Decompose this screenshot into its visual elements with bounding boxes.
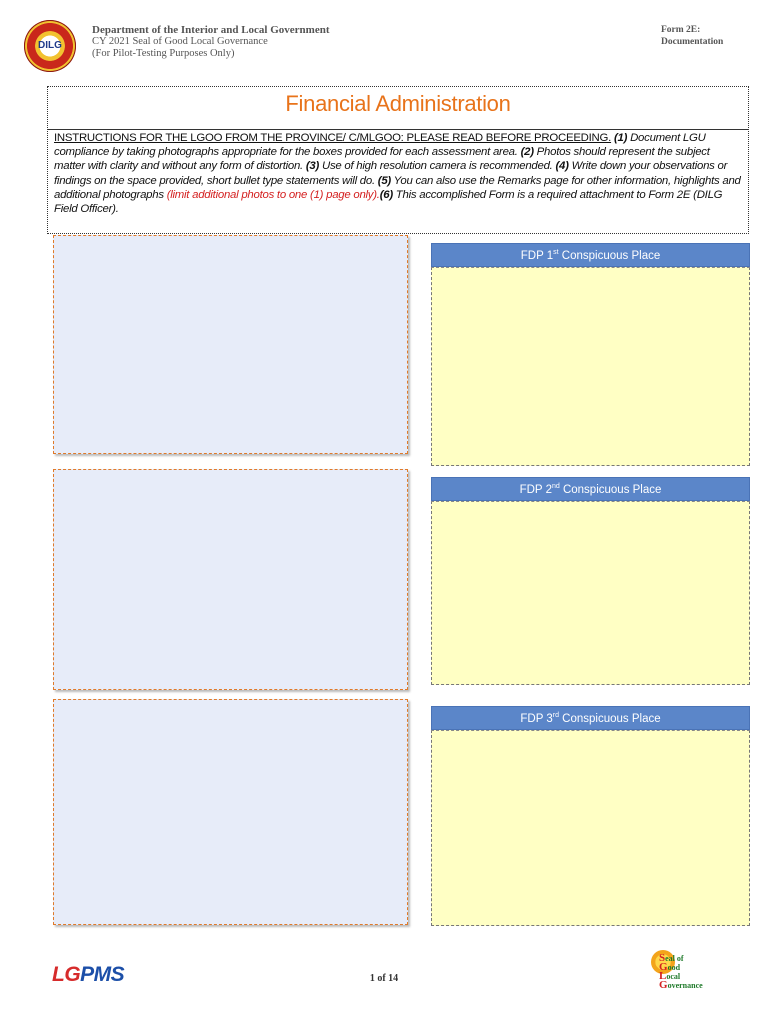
notes-field-1[interactable] [431, 267, 750, 466]
panel-3-label-suffix: Conspicuous Place [558, 713, 661, 725]
notes-panel-3-header [431, 706, 750, 730]
step-5-text: You can also use the Remarks page for other information, highlights and additional photographs [54, 174, 741, 201]
notes-field-2[interactable] [431, 501, 750, 685]
panel-2-ordinal: nd [551, 483, 560, 491]
step-5-number: (5) [377, 174, 391, 187]
step-1-text: Document LGU compliance by taking photographs appropriate for the boxes provided for each assessment area. [54, 132, 706, 159]
step-4-number: (4) [555, 160, 569, 173]
department-name: Department of the Interior and Local Government [92, 24, 330, 36]
panel-1-label: FDP 1 [520, 250, 554, 262]
photo-box-2[interactable] [53, 469, 408, 690]
step-6-number: (6) [379, 188, 393, 201]
instructions-lead: INSTRUCTIONS FOR THE LGOO FROM THE PROVINCE/ C/MLGOO: PLEASE READ BEFORE PROCEEDING. [54, 132, 612, 144]
dilg-seal-logo [24, 20, 76, 72]
form-type: Documentation [661, 37, 724, 47]
step-3-text: Use of high resolution camera is recommended. [319, 160, 556, 173]
sgl-word-1: Seal of [659, 952, 684, 964]
sgl-word-3: Local [659, 970, 681, 982]
header-text [92, 24, 329, 60]
instructions-box [47, 86, 749, 234]
sgl-word-2: Good [659, 961, 681, 973]
step-6-text: This accomplished Form is a required attachment to Form 2E (DILG Field Officer). [54, 188, 723, 216]
photo-limit-note: (limit additional photos to one (1) page only). [166, 188, 380, 201]
panel-3-ordinal: rd [552, 712, 559, 720]
step-2-number: (2) [520, 146, 534, 159]
step-3-number: (3) [305, 160, 320, 173]
panel-1-label-suffix: Conspicuous Place [558, 250, 661, 262]
step-1-number: (1) [613, 132, 628, 144]
sgl-wordmark [659, 954, 703, 990]
instructions-text [54, 131, 742, 216]
notes-panel-2 [431, 477, 750, 685]
form-number: Form 2E: [661, 25, 701, 35]
title-divider [48, 129, 748, 130]
lgpms-wordmark-text: LGPMS [52, 963, 125, 986]
form-code [661, 24, 723, 48]
panel-3-label: FDP 3 [520, 713, 553, 725]
notes-panel-3 [431, 706, 750, 926]
notes-panel-1-header [431, 243, 750, 267]
page-number: 1 of 14 [369, 973, 399, 984]
photo-box-1[interactable] [53, 235, 408, 454]
photo-box-3[interactable] [53, 699, 408, 925]
notes-panel-2-header [431, 477, 750, 501]
step-4-text: Write down your observations or findings on the space provided, short bullet type statements will do. [54, 160, 728, 187]
dilg-seal-text: DILG [38, 40, 62, 51]
notes-panel-1 [431, 243, 750, 466]
pilot-note: (For Pilot-Testing Purposes Only) [92, 48, 235, 59]
program-name: CY 2021 Seal of Good Local Governance [92, 36, 268, 47]
panel-2-label: FDP 2 [519, 484, 552, 496]
step-2-text: Photos should represent the subject matter with clarity and without any form of distortion. [54, 146, 710, 173]
page-header [0, 0, 768, 80]
notes-field-3[interactable] [431, 730, 750, 926]
seal-of-good-local-governance-logo [645, 946, 717, 1002]
page-title: Financial Administration [285, 91, 511, 116]
panel-1-ordinal: st [553, 249, 559, 257]
panel-2-label-suffix: Conspicuous Place [559, 484, 662, 496]
sgl-word-4: Governance [659, 979, 703, 991]
